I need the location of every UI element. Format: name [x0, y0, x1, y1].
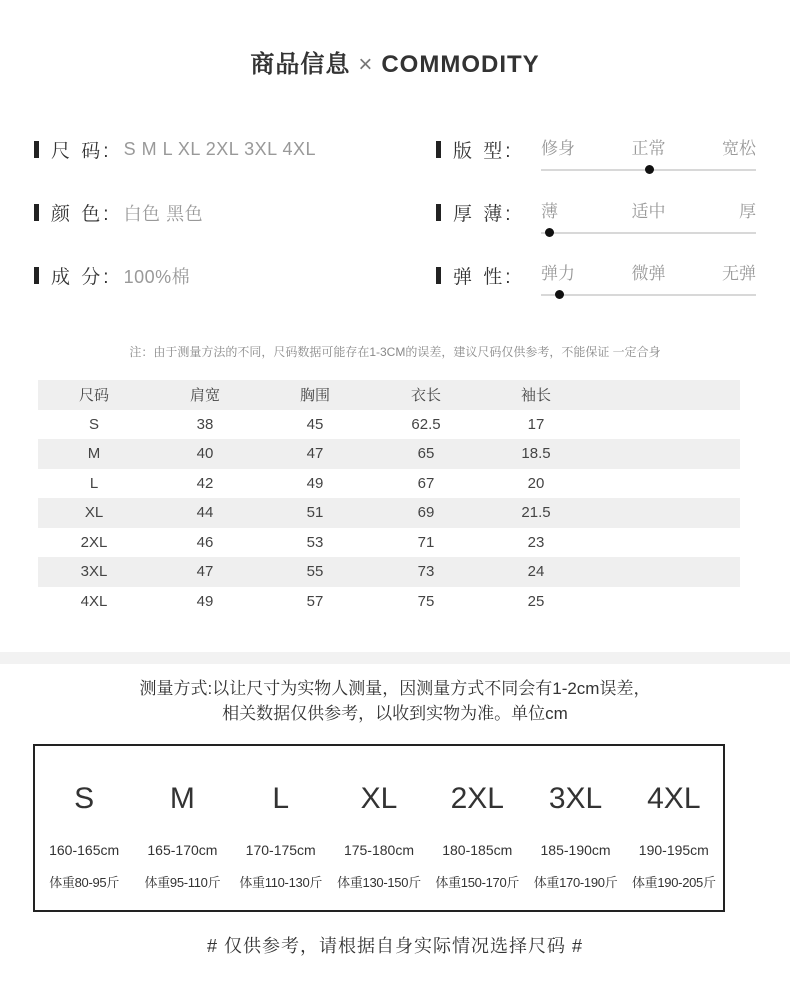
cell: 4XL [80, 592, 108, 610]
cell: S [88, 415, 99, 433]
recommend-weight: 体重170-190斤 [533, 875, 618, 890]
scale-elasticity-indicator [555, 290, 564, 299]
recommend-heights-row [35, 842, 723, 858]
recommend-height: 175-180cm [343, 842, 414, 858]
scale-elasticity-option: 弹力 [541, 264, 575, 283]
cell: 3XL [38, 557, 150, 587]
attr-material-label: 成 分: [51, 267, 112, 288]
title-en: COMMODITY [381, 51, 540, 78]
cell: XL [38, 498, 150, 528]
recommend-height: 170-175cm [245, 842, 316, 858]
cell: 71 [417, 533, 435, 551]
size-recommendation-box [33, 744, 725, 912]
header-cell: 胸围 [260, 380, 370, 410]
recommend-size: 3XL [548, 782, 603, 815]
table-header-row [38, 380, 740, 410]
blank-cell [590, 410, 740, 440]
header-cell: 袖长 [482, 380, 590, 410]
attr-material-value: 100%棉 [123, 266, 191, 287]
table-row [38, 498, 740, 528]
scale-elasticity-title [436, 262, 514, 289]
scale-elasticity-option: 无弹 [722, 264, 756, 283]
recommend-height: 190-195cm [638, 842, 709, 858]
recommend-height: 180-185cm [442, 842, 513, 858]
scale-fit-indicator [645, 165, 654, 174]
recommend-height: 185-190cm [540, 842, 611, 858]
cell: 23 [527, 533, 545, 551]
attr-size-value: S M L XL 2XL 3XL 4XL [123, 139, 317, 159]
scale-fit-label: 版 型: [453, 141, 514, 162]
cell: 51 [260, 498, 370, 528]
table-row [38, 528, 740, 558]
scale-thickness-option: 适中 [631, 202, 666, 221]
cell: 2XL [80, 533, 108, 551]
scale-fit-option: 修身 [541, 139, 575, 158]
cell: 49 [306, 474, 324, 492]
scale-thickness-label: 厚 薄: [453, 204, 514, 225]
cell: 47 [150, 557, 260, 587]
cell: 45 [306, 415, 324, 433]
recommend-size: M [169, 782, 195, 815]
cell: 24 [482, 557, 590, 587]
recommend-weight: 体重130-150斤 [337, 875, 421, 890]
blank-cell [590, 498, 740, 528]
recommend-weight: 体重95-110斤 [144, 875, 221, 890]
table-row [38, 439, 740, 469]
recommend-weight: 体重110-130斤 [239, 875, 323, 890]
recommend-size: L [272, 782, 290, 815]
cell: 49 [196, 592, 214, 610]
cell: 17 [527, 415, 545, 433]
header-cell: 尺码 [38, 380, 150, 410]
attr-color-label: 颜 色: [51, 204, 112, 225]
cell: 69 [370, 498, 482, 528]
measurement-line-2: 相关数据仅供参考，以收到实物为准。单位cm [222, 704, 568, 723]
recommend-sizes-row [35, 782, 723, 816]
recommend-size: XL [360, 782, 398, 815]
scale-thickness-option: 薄 [541, 202, 558, 221]
scale-thickness-title [436, 199, 514, 226]
recommend-height: 165-170cm [147, 842, 218, 858]
scale-fit-option: 宽松 [722, 139, 756, 158]
cell: 20 [527, 474, 545, 492]
scale-fit-track [541, 169, 756, 171]
recommend-weight: 体重150-170斤 [435, 875, 520, 890]
table-row [38, 469, 740, 499]
cell: M [38, 439, 150, 469]
cell: 46 [196, 533, 214, 551]
cell: 47 [260, 439, 370, 469]
blank-cell [590, 587, 740, 617]
scale-fit-option: 正常 [631, 139, 666, 158]
footer-note: # 仅供参考，请根据自身实际情况选择尺码 # [206, 936, 584, 956]
cell: 75 [417, 592, 435, 610]
scale-thickness [541, 197, 756, 234]
recommend-height: 160-165cm [49, 842, 120, 858]
page-title [0, 44, 790, 79]
scale-elasticity-track [541, 294, 756, 296]
header-cell: 肩宽 [150, 380, 260, 410]
scale-thickness-indicator [545, 228, 554, 237]
attr-size [34, 136, 316, 163]
blank-cell [590, 439, 740, 469]
cell: 57 [306, 592, 324, 610]
attr-material [34, 262, 190, 289]
recommend-weights-row [35, 872, 723, 891]
cell: 67 [417, 474, 435, 492]
size-table [38, 380, 740, 616]
recommend-size: S [74, 782, 95, 815]
header-cell: 衣长 [370, 380, 482, 410]
cell: 38 [196, 415, 214, 433]
attr-marker [436, 267, 441, 284]
attr-color-value: 白色 黑色 [123, 203, 204, 224]
title-separator: × [358, 51, 374, 78]
header-blank [590, 380, 740, 410]
scale-fit-title [436, 136, 514, 163]
cell: 21.5 [482, 498, 590, 528]
recommend-weight: 体重190-205斤 [631, 875, 716, 890]
scale-elasticity-option: 微弹 [631, 264, 666, 283]
blank-cell [590, 469, 740, 499]
cell: 25 [527, 592, 545, 610]
recommend-weight: 体重80-95斤 [49, 875, 120, 890]
scale-elasticity [541, 259, 756, 296]
attr-marker [436, 141, 441, 158]
recommend-size: 4XL [647, 782, 701, 815]
cell: 62.5 [411, 415, 441, 433]
attr-marker [436, 204, 441, 221]
cell: 55 [260, 557, 370, 587]
table-row [38, 587, 740, 617]
scale-thickness-option: 厚 [739, 202, 756, 221]
scale-elasticity-label: 弹 性: [453, 267, 514, 288]
attr-marker [34, 141, 39, 158]
scale-thickness-track [541, 232, 756, 234]
measurement-line-1: 测量方式:以让尺寸为实物人测量，因测量方式不同会有1-2cm误差， [139, 679, 651, 698]
recommend-size: 2XL [450, 782, 504, 815]
measurement-note: 注：由于测量方法的不同，尺码数据可能存在1-3CM的误差，建议尺码仅供参考，不能保证 一定合身 [129, 345, 661, 359]
attr-color [34, 199, 203, 226]
attr-marker [34, 204, 39, 221]
cell: 44 [150, 498, 260, 528]
cell: 42 [196, 474, 214, 492]
cell: 53 [306, 533, 324, 551]
title-cn: 商品信息 [250, 51, 351, 78]
attr-size-label: 尺 码: [51, 141, 112, 162]
blank-cell [590, 557, 740, 587]
cell: 65 [370, 439, 482, 469]
blank-cell [590, 528, 740, 558]
cell: 40 [150, 439, 260, 469]
scale-fit [541, 134, 756, 171]
cell: 73 [370, 557, 482, 587]
table-row [38, 557, 740, 587]
cell: L [89, 474, 99, 492]
table-row [38, 410, 740, 440]
cell: 18.5 [482, 439, 590, 469]
measurement-method [0, 676, 790, 726]
attr-marker [34, 267, 39, 284]
section-divider [0, 652, 790, 664]
